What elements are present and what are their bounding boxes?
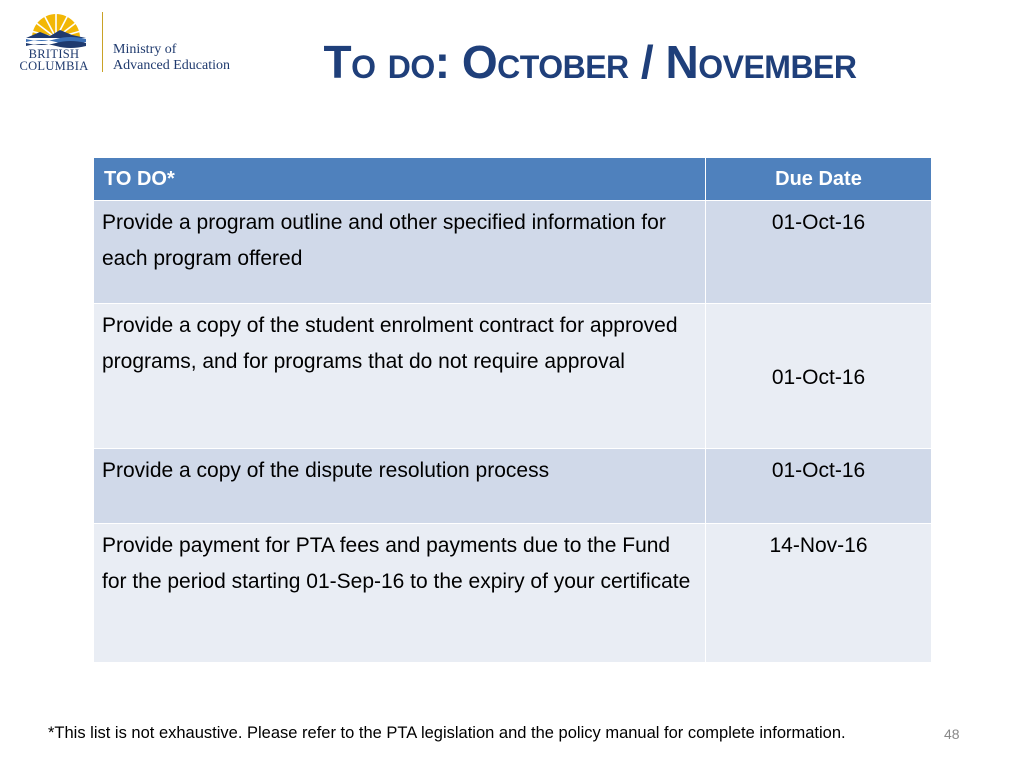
todo-table	[93, 157, 932, 663]
due-date-cell: 14-Nov-16	[706, 524, 932, 663]
task-cell: Provide a program outline and other specified information for each program offered	[94, 201, 706, 304]
table-row	[94, 201, 932, 304]
logo-ministry-name	[113, 42, 243, 74]
table-row	[94, 304, 932, 449]
header-todo: TO DO*	[94, 158, 706, 201]
slide-title: To do: October / November	[323, 36, 857, 88]
bc-sun-emblem-icon	[22, 8, 90, 52]
logo-divider	[102, 12, 103, 72]
logo-ministry-line2: Advanced Education	[113, 58, 231, 73]
table-row	[94, 449, 932, 524]
due-date-cell: 01-Oct-16	[706, 201, 932, 304]
page-number: 48	[944, 726, 960, 742]
header-due-date: Due Date	[706, 158, 932, 201]
footnote: *This list is not exhaustive. Please refer to the PTA legislation and the policy manual for complete information.	[48, 724, 846, 742]
logo-province-name	[12, 48, 96, 72]
task-cell: Provide a copy of the dispute resolution process	[94, 449, 706, 524]
logo-province-line1: BRITISH	[28, 47, 80, 61]
logo-ministry-line1: Ministry of	[113, 42, 177, 57]
bc-ministry-logo	[12, 8, 231, 78]
task-cell: Provide payment for PTA fees and payments due to the Fund for the period starting 01-Sep-16 to the expiry of your certificate	[94, 524, 706, 663]
due-date-cell: 01-Oct-16	[706, 449, 932, 524]
due-date-cell: 01-Oct-16	[706, 304, 932, 449]
table-row	[94, 524, 932, 663]
table-header-row	[94, 158, 932, 201]
logo-province-line2: COLUMBIA	[19, 59, 89, 73]
task-cell: Provide a copy of the student enrolment contract for approved programs, and for programs that do not require approval	[94, 304, 706, 449]
